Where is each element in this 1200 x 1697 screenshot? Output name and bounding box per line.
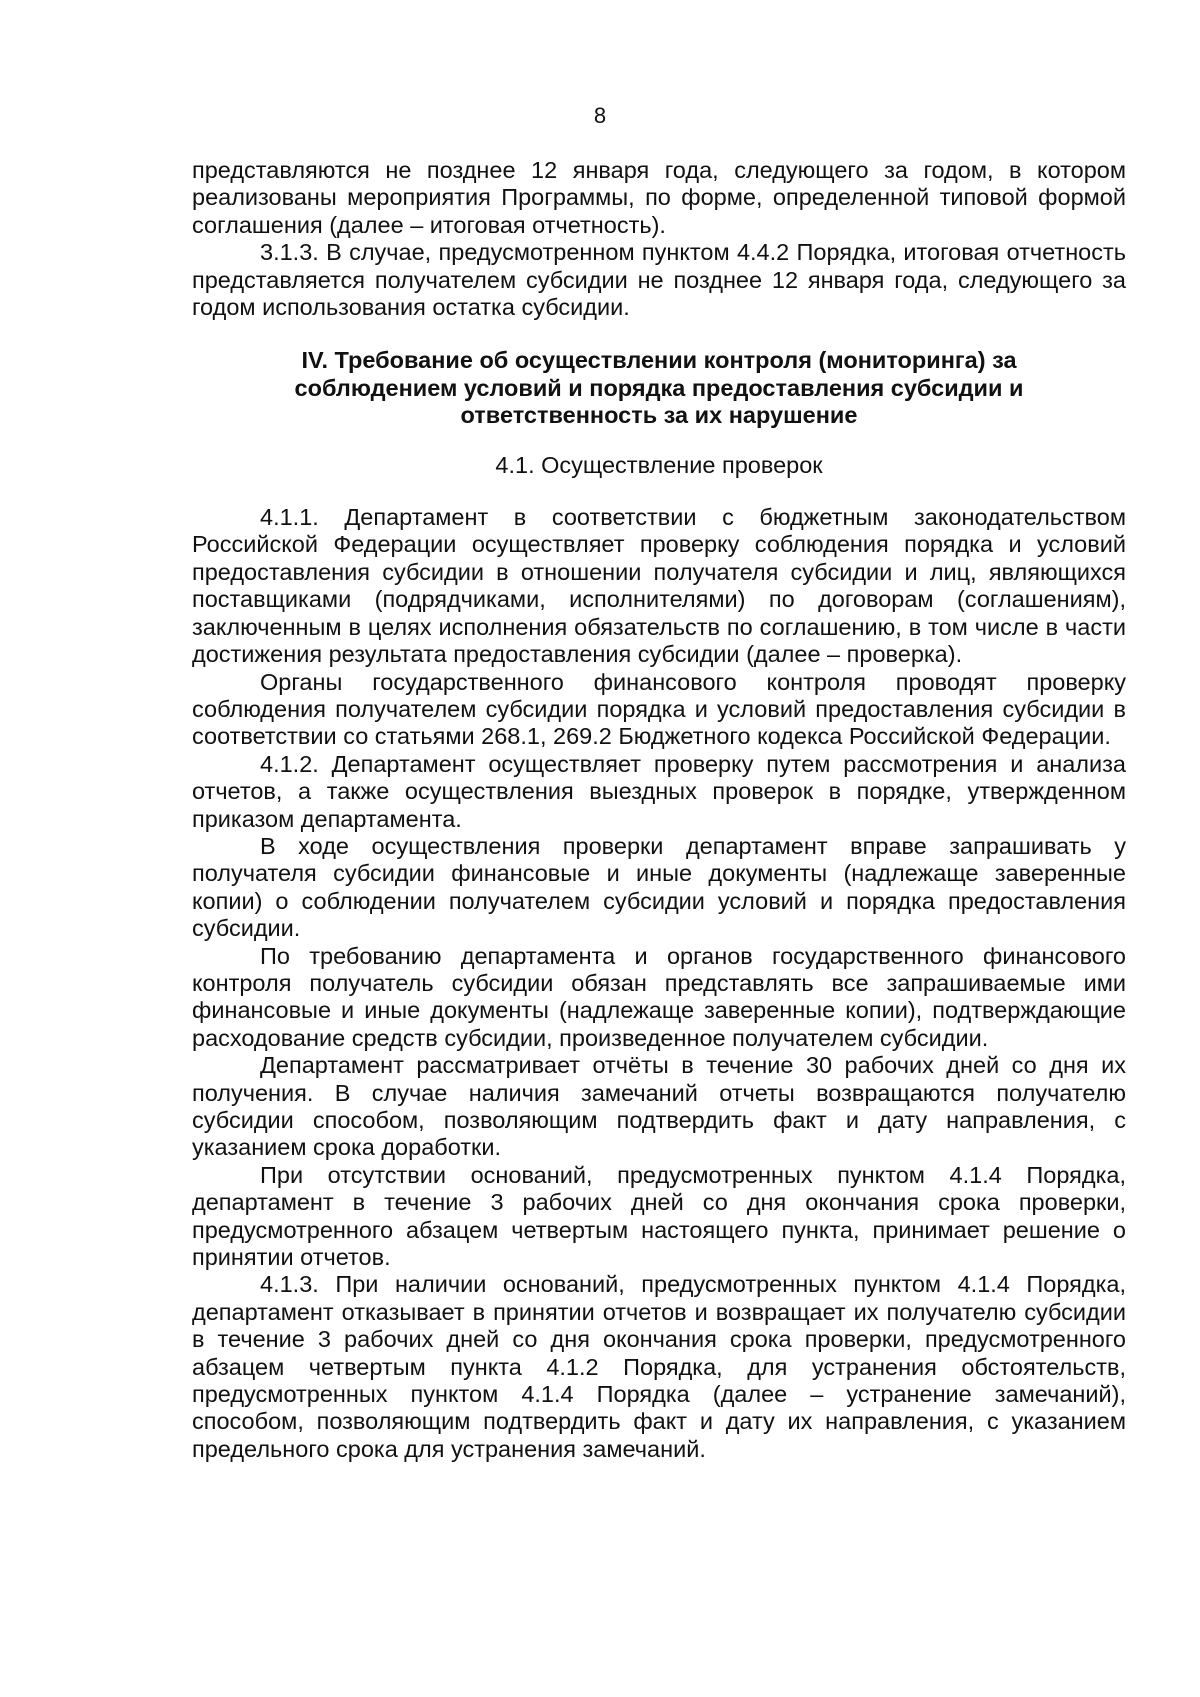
- paragraph: Департамент рассматривает отчёты в течение 30 рабочих дней со дня их получения. В случае наличия замечаний отчеты возвращаются получателю субсидии способом, позволяющим подтвердить факт и дату направления, с указанием срока доработки.: [192, 1052, 1126, 1161]
- subsection-heading: 4.1. Осуществление проверок: [495, 451, 823, 478]
- paragraph: 4.1.1. Департамент в соответствии с бюджетным законодательством Российской Федерации осуществляет проверку соблюдения порядка и условий предоставления субсидии в отношении получателя субсидии и лиц, являющихся поставщиками (подрядчиками, исполнителями) по договорам (соглашениям), заключенным в целях исполнения обязательств по соглашению, в том числе в части достижения результата предоставления субсидии (далее – проверка).: [192, 504, 1126, 668]
- section-heading: IV. Требование об осуществлении контроля (мониторинга) за соблюдением условий и порядка предоставления субсидии и ответственность за их нарушение: [294, 347, 1024, 429]
- paragraph: представляются не позднее 12 января года, следующего за годом, в котором реализованы мероприятия Программы, по форме, определенной типовой формой соглашения (далее – итоговая отчетность).: [192, 157, 1126, 238]
- paragraph: В ходе осуществления проверки департамент вправе запрашивать у получателя субсидии финансовые и иные документы (надлежаще заверенные копии) о соблюдении получателем субсидии условий и порядка предоставления субсидии.: [192, 832, 1126, 942]
- paragraph: При отсутствии оснований, предусмотренных пунктом 4.1.4 Порядка, департамент в течение 3 рабочих дней со дня окончания срока проверки, предусмотренного абзацем четвертым настоящего пункта, принимает решение о принятии отчетов.: [192, 1161, 1126, 1271]
- page-number: 8: [593, 103, 607, 128]
- paragraph: 4.1.3. При наличии оснований, предусмотренных пунктом 4.1.4 Порядка, департамент отказывает в принятии отчетов и возвращает их получателю субсидии в течение 3 рабочих дней со дня окончания срока проверки, предусмотренного абзацем четвертым пункта 4.1.2 Порядка, для устранения обстоятельств, предусмотренных пунктом 4.1.4 Порядка (далее – устранение замечаний), способом, позволяющим подтвердить факт и дату их направления, с указанием предельного срока для устранения замечаний.: [192, 1271, 1126, 1462]
- paragraphs-before: [192, 157, 1126, 321]
- paragraph: 4.1.2. Департамент осуществляет проверку путем рассмотрения и анализа отчетов, а также осуществления выездных проверок в порядке, утвержденном приказом департамента.: [192, 750, 1126, 832]
- paragraph: 3.1.3. В случае, предусмотренном пунктом 4.4.2 Порядка, итоговая отчетность представляется получателем субсидии не позднее 12 января года, следующего за годом использования остатка субсидии.: [192, 239, 1126, 321]
- paragraph: По требованию департамента и органов государственного финансового контроля получатель субсидии обязан представлять все запрашиваемые ими финансовые и иные документы (надлежаще заверенные копии), подтверждающие расходование средств субсидии, произведенное получателем субсидии.: [192, 942, 1126, 1051]
- paragraph: Органы государственного финансового контроля проводят проверку соблюдения получателем субсидии порядка и условий предоставления субсидии в соответствии со статьями 268.1, 269.2 Бюджетного кодекса Российской Федерации.: [192, 668, 1126, 750]
- document-body: [192, 157, 1126, 1463]
- paragraphs-after: [192, 504, 1126, 1463]
